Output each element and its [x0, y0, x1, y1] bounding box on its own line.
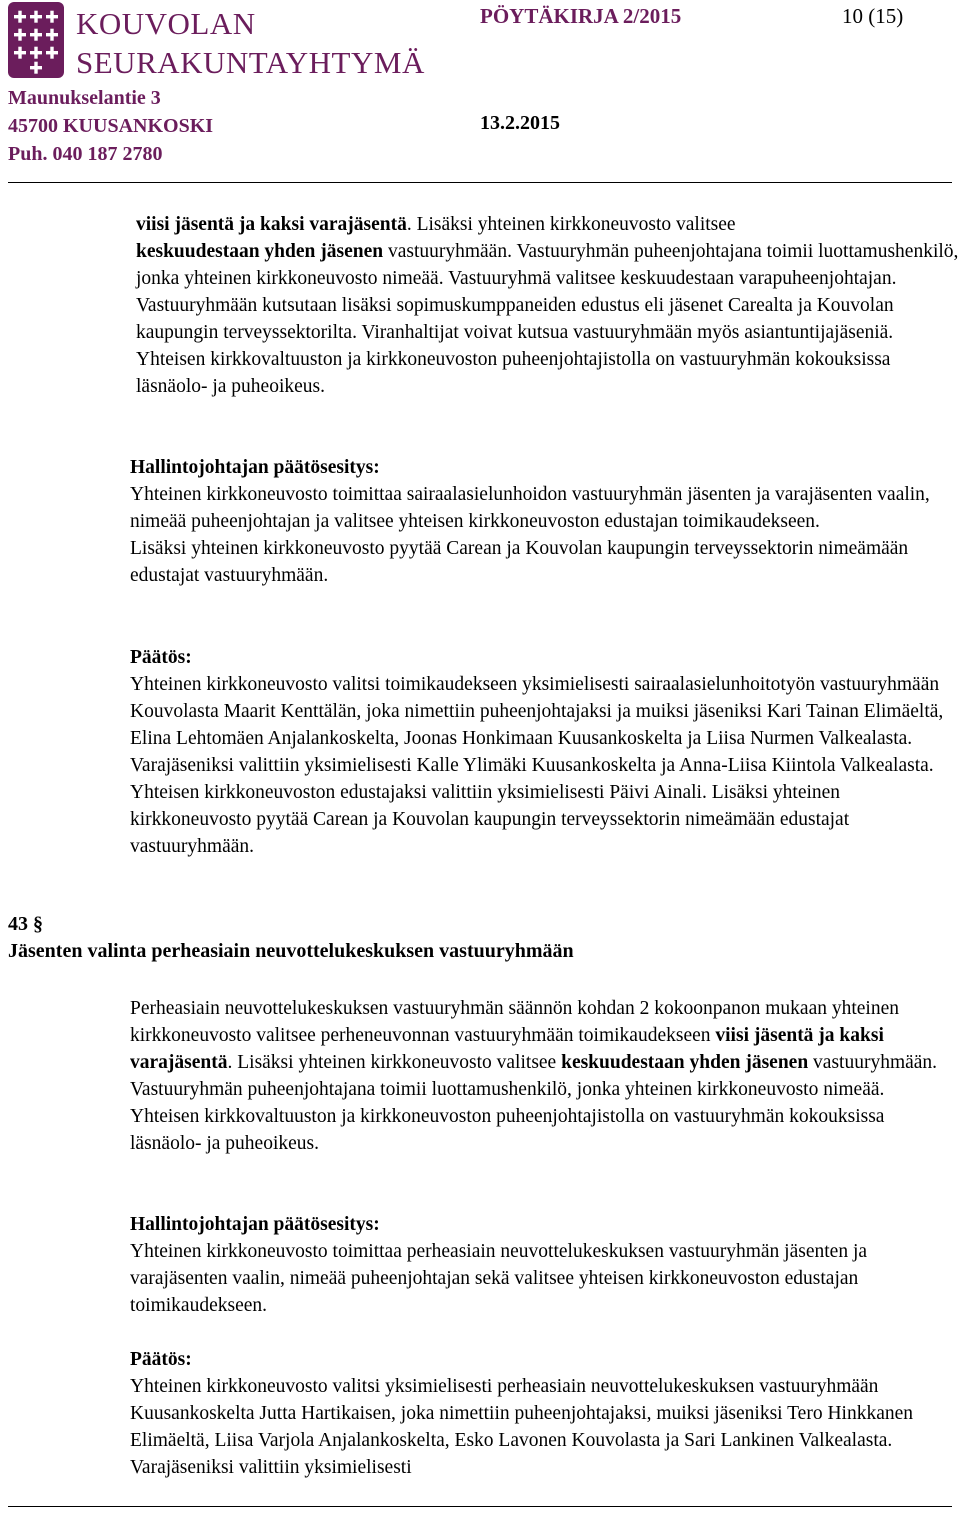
address-city: 45700 KUUSANKOSKI [8, 115, 214, 137]
page-number: 10 (15) [842, 4, 904, 28]
sec42-proposal-text-2: Lisäksi yhteinen kirkkoneuvosto pyytää Carean ja Kouvolan kaupungin terveyssektorin nimeämään edustajat vastuuryhmään. [130, 538, 909, 586]
sec43-proposal-text: Yhteinen kirkkoneuvosto toimittaa perheasiain neuvottelukeskuksen vastuuryhmän jäsenten ja varajäsenten vaalin, nimeää puheenjohtajan sekä valitsee yhteisen kirkkoneuvoston edustajan toimikaudekseen. [130, 1241, 868, 1316]
org-name-line-2: SEURAKUNTAYHTYMÄ [76, 45, 425, 80]
address-block [8, 84, 213, 168]
sec43-title: Jäsenten valinta perheasiain neuvottelukeskuksen vastuuryhmään [8, 940, 574, 962]
sec43-proposal-heading: Hallintojohtajan päätösesitys: [130, 1214, 380, 1235]
organization-name [76, 4, 425, 82]
sec42-decision [130, 644, 955, 860]
sec42-text-2: vastuuryhmään. Vastuuryhmän puheenjohtajana toimii luottamushenkilö, jonka yhteinen kirkkoneuvosto nimeää. Vastuuryhmä valitsee keskuudestaan varapuheenjohtajan. Vastuuryhmään kutsutaan lisäksi sopimuskumppaneiden edustus eli jäsenet Carealta ja Kouvolan kaupungin terveyssektorilta. Viranhaltijat voivat kutsua vastuuryhmään myös asiantuntijajäseniä. Yhteisen kirkkovaltuuston ja kirkkoneuvoston puheenjohtajistolla on vastuuryhmän kokouksissa läsnäolo- ja puheoikeus. [136, 241, 959, 397]
sec43-bold-one-member: keskuudestaan yhden jäsenen [561, 1052, 809, 1073]
sec43-bold-members: viisi jäsentä ja kaksi varajäsentä [130, 1025, 884, 1073]
sec43-text-3: vastuuryhmään. Vastuuryhmän puheenjohtajana toimii luottamushenkilö, jonka yhteinen kirkkoneuvosto nimeää. Yhteisen kirkkovaltuuston ja kirkkoneuvoston puheenjohtajistolla on vastuuryhmän kokouksissa läsnäolo- ja puheoikeus. [130, 1052, 938, 1154]
address-phone: Puh. 040 187 2780 [8, 143, 163, 165]
sec42-bold-members: viisi jäsentä ja kaksi varajäsentä [136, 214, 407, 235]
sec42-proposal [130, 454, 955, 589]
address-street: Maunukselantie 3 [8, 87, 161, 109]
sec42-bold-one-member: keskuudestaan yhden jäsenen [136, 241, 384, 262]
sec42-paragraph-1 [136, 211, 960, 400]
sec43-decision-text: Yhteinen kirkkoneuvosto valitsi yksimielisesti perheasiain neuvottelukeskuksen vastuuryhmään Kuusankoskelta Jutta Hartikaisen, joka nimettiin puheenjohtajaksi, muiksi jäseniksi Tero Hinkkanen Elimäeltä, Liisa Varjola Anjalankoskelta, Esko Lavonen Kouvolasta ja Sari Lankinen Valkealasta. Varajäseniksi valittiin yksimielisesti [130, 1376, 913, 1478]
sec43-decision-heading: Päätös: [130, 1349, 192, 1370]
sec43-proposal [130, 1211, 955, 1319]
sec43-decision [130, 1346, 955, 1481]
sec42-decision-heading: Päätös: [130, 647, 192, 668]
sec42-text-1: . Lisäksi yhteinen kirkkoneuvosto valitsee [406, 214, 736, 235]
sec42-proposal-heading: Hallintojohtajan päätösesitys: [130, 457, 380, 478]
cross-grid-logo-icon [8, 2, 64, 78]
document-type: PÖYTÄKIRJA 2/2015 [480, 4, 682, 28]
sec42-decision-text: Yhteinen kirkkoneuvosto valitsi toimikaudekseen yksimielisesti sairaalasielunhoitotyön vastuuryhmään Kouvolasta Maarit Kenttälän, joka nimettiin puheenjohtajaksi ja muiksi jäseniksi Kari Tainan Elimäeltä, Elina Lehtomäen Anjalankoskelta, Joonas Honkimaan Kuusankoskelta ja Liisa Nurmen Valkealasta. Varajäseniksi valittiin yksimielisesti Kalle Ylimäki Kuusankoskelta ja Anna-Liisa Kiintola Valkealasta. Yhteisen kirkkoneuvoston edustajaksi valittiin yksimielisesti Päivi Ainali. Lisäksi yhteinen kirkkoneuvosto pyytää Carean ja Kouvolan kaupungin terveyssektorin nimeämään edustajat vastuuryhmään. [130, 674, 944, 857]
sec43-text-1: Perheasiain neuvottelukeskuksen vastuuryhmän säännön kohdan 2 kokoonpanon mukaan yhteinen kirkkoneuvosto valitsee perheneuvonnan vastuuryhmään toimikaudekseen [130, 998, 899, 1046]
sec43-number: 43 § [8, 913, 43, 935]
sec43-text-2: . Lisäksi yhteinen kirkkoneuvosto valitsee [227, 1052, 562, 1073]
org-name-line-1: KOUVOLAN [76, 6, 256, 41]
page-header [0, 0, 960, 180]
document-date: 13.2.2015 [480, 112, 560, 134]
sec42-proposal-text-1: Yhteinen kirkkoneuvosto toimittaa sairaalasielunhoidon vastuuryhmän jäsenten ja varajäsenten vaalin, nimeää puheenjohtajan ja valitsee yhteisen kirkkoneuvoston edustajan toimikaudekseen. [130, 484, 930, 532]
footer-divider [8, 1506, 952, 1507]
header-divider [8, 182, 952, 183]
sec43-paragraph-1 [130, 995, 955, 1157]
